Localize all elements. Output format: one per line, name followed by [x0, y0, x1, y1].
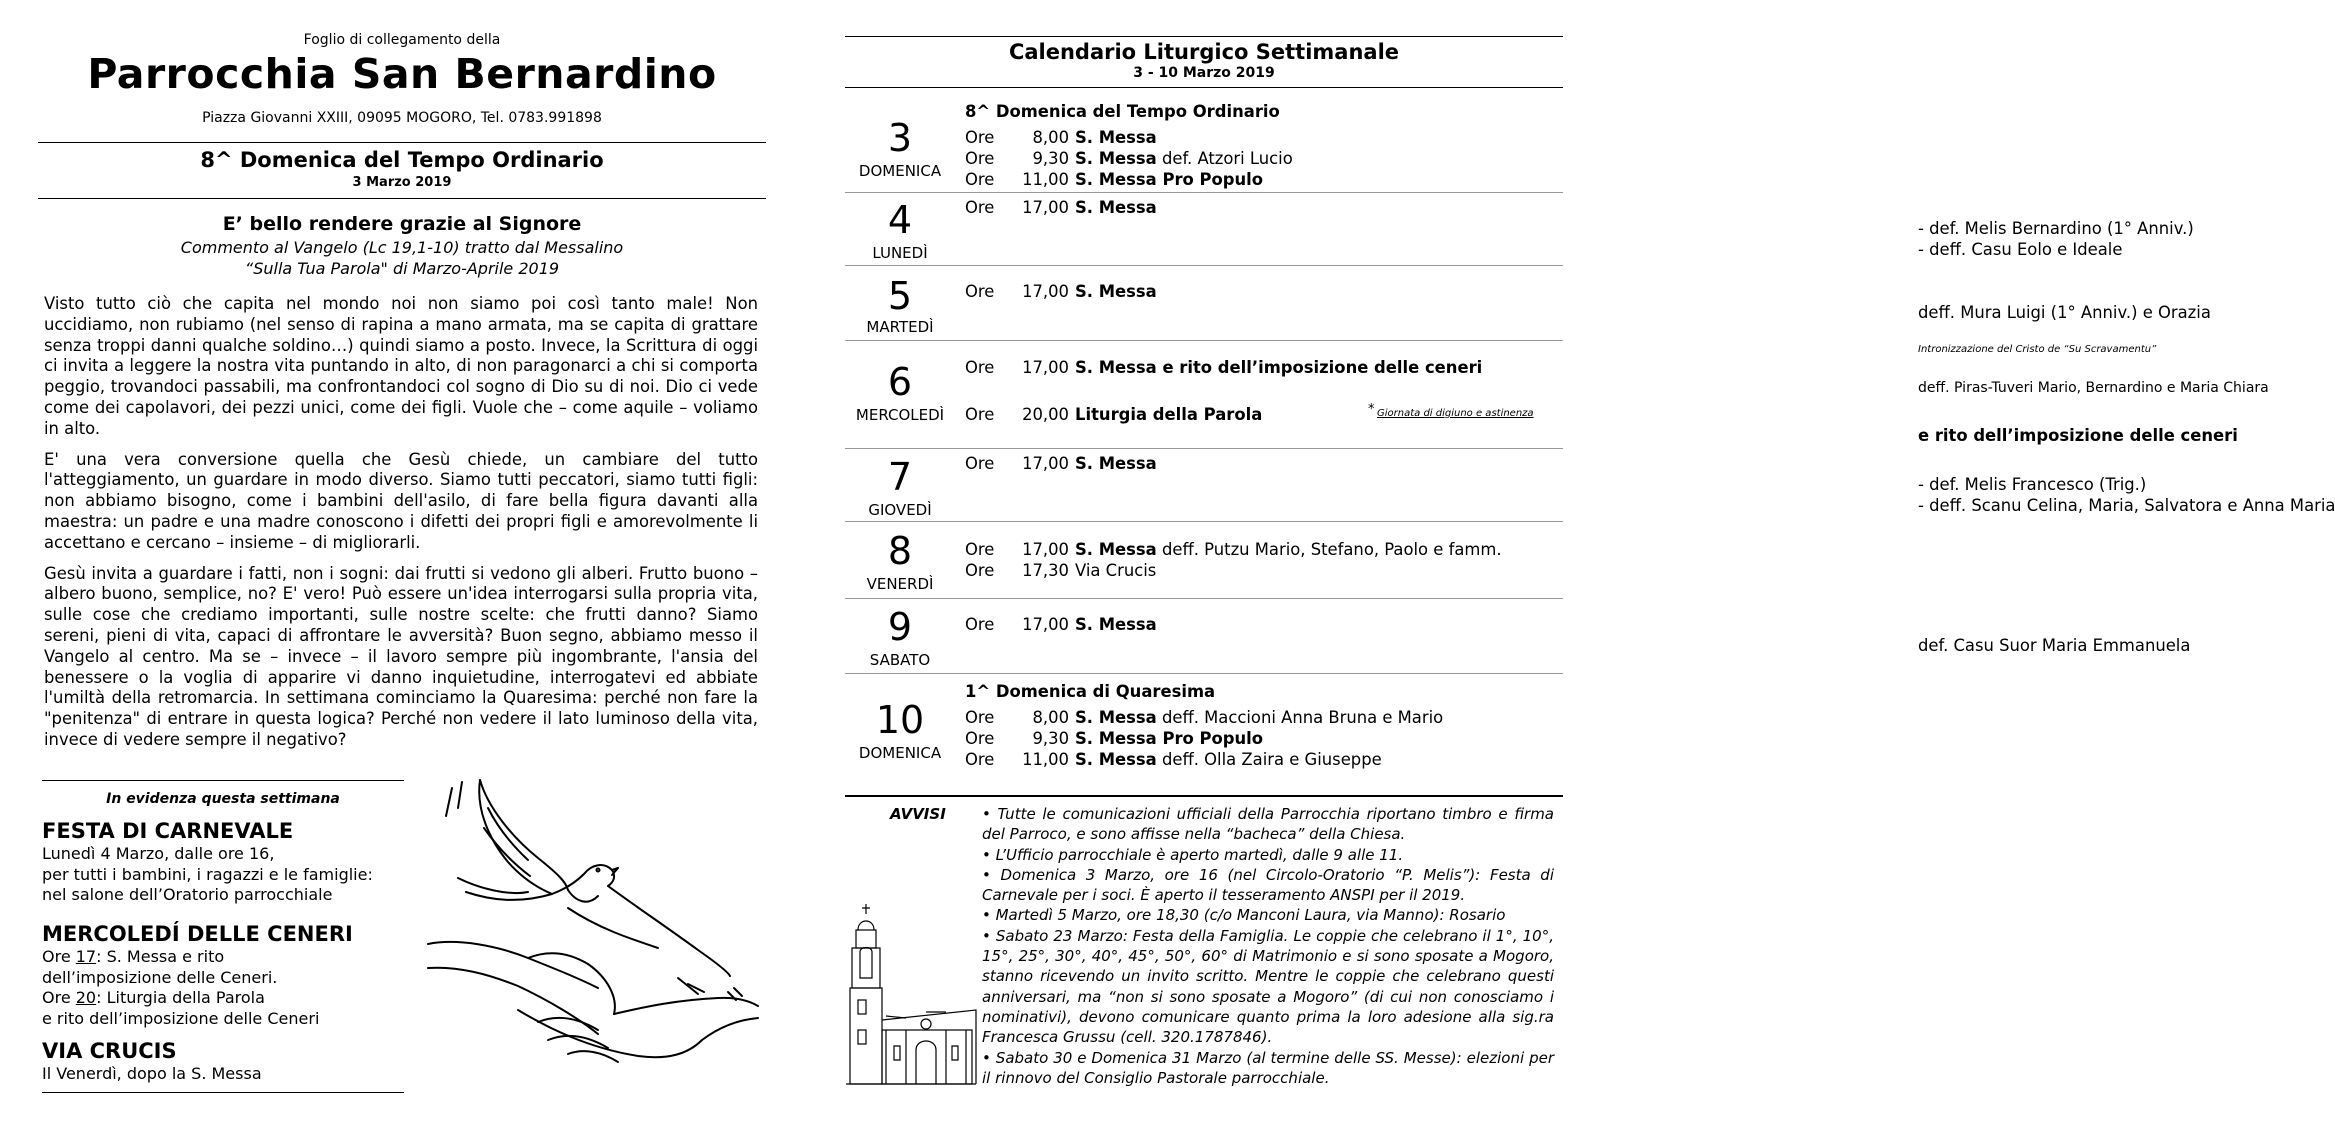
day-name: GIOVEDÌ: [868, 501, 932, 519]
rite-line: e rito dell’imposizione delle ceneri: [1918, 426, 2238, 445]
calendar-title: Calendario Liturgico Settimanale: [1008, 40, 1400, 64]
event-line: dell’imposizione delle Ceneri.: [42, 967, 278, 987]
notice-item: • Domenica 3 Marzo, ore 16 (nel Circolo-Oratorio “P. Melis”): Festa di Carnevale per i soci. È aperto il tesseramento ANSPI per il 2019.: [982, 865, 1554, 905]
event-line: Ore 20: Liturgia della Parola: [42, 988, 265, 1007]
parish-address: Piazza Giovanni XXIII, 09095 MOGORO, Tel. 0783.991898: [202, 110, 602, 126]
notices-list: [982, 804, 1554, 1088]
header-subtitle: Foglio di collegamento della: [303, 32, 501, 48]
mass-entry: Ore 11,00 S. Messa deff. Olla Zaira e Giuseppe: [965, 750, 1382, 769]
divider: [42, 780, 404, 781]
evidence-heading: In evidenza questa settimana: [106, 791, 340, 807]
parish-title: Parrocchia San Bernardino: [87, 50, 717, 98]
day-number: 7: [887, 455, 913, 499]
divider: [38, 198, 766, 199]
event-carnevale: [42, 818, 422, 906]
mass-entry: Ore 11,00 S. Messa Pro Populo: [965, 170, 1264, 189]
sunday-title: 1^ Domenica di Quaresima: [965, 682, 1216, 701]
day-number: 5: [887, 274, 913, 318]
divider: [845, 795, 1563, 797]
via-crucis-entry: Ore 17,30 Via Crucis: [965, 561, 1157, 580]
article-title: E’ bello rendere grazie al Signore: [222, 213, 582, 235]
article-body: [44, 294, 758, 761]
day-name: DOMENICA: [858, 162, 942, 180]
divider: [42, 1092, 404, 1093]
mass-intention: - deff. Casu Eolo e Ideale: [1918, 240, 2123, 259]
day-separator: [845, 265, 1563, 266]
day-number: 9: [887, 605, 913, 649]
event-line: Lunedì 4 Marzo, dalle ore 16,: [42, 844, 275, 863]
day-name: VENERDÌ: [866, 575, 934, 593]
event-title: VIA CRUCIS: [42, 1039, 177, 1063]
article-paragraph: Gesù invita a guardare i fatti, non i sogni: dai frutti si vedono gli alberi. Frutto buono – albero buono, semplice, no? E' vero! Può essere un'idea interrogarsi sulla propria vita, sulle cose che crediamo importanti, sulle nostre scelte: che frutti danno? Siamo sereni, pieni di vita, capaci di affrontare le avversità? Buon segno, abbiamo messo il Vangelo al centro. Ma se – invece – il lavoro sempre più ingombrante, l'ansia del benessere o la voglia di apparire vi danno inquietudine, interrogatevi ed abbiate l'umiltà della retromarcia. In settimana cominciamo la Quaresima: perché non fare la "penitenza" di entrare in questa logica? Perché non vedere il lato luminoso della vita, invece di vedere sempre il negativo?: [44, 563, 758, 749]
day-name: MERCOLEDÌ: [855, 406, 945, 424]
notices-heading: AVVISI: [890, 805, 946, 823]
mass-entry: Ore 8,00 S. Messa: [965, 128, 1157, 147]
divider: [845, 87, 1563, 88]
day-separator: [845, 192, 1563, 193]
day-number: 4: [887, 198, 913, 242]
day-separator: [845, 673, 1563, 674]
event-title: FESTA DI CARNEVALE: [42, 819, 294, 843]
enthronement-note: Intronizzazione del Cristo de “Su Scravamentu”: [1918, 344, 2157, 355]
mass-intention: - def. Melis Francesco (Trig.): [1918, 475, 2147, 494]
article-subtitle-2: “Sulla Tua Parola" di Marzo-Aprile 2019: [244, 259, 560, 278]
mass-entry: Ore 17,00 S. Messa: [965, 282, 1157, 301]
mass-entry: Ore 17,00 S. Messa: [965, 198, 1157, 217]
mass-entry: Ore 8,00 S. Messa deff. Maccioni Anna Bruna e Mario: [965, 708, 1444, 727]
notice-item: • Sabato 23 Marzo: Festa della Famiglia. Le coppie che celebrano il 1°, 10°, 15°, 25°, 30°, 40°, 45°, 50°, 60° di Matrimonio e si sono sposate a Mogoro, stanno ricevendo un invito scritto. Mentre le coppie che celebrano questi anniversari, ma “non si sono sposate a Mogoro” (di cui non conosciamo i nominativi), devono comunicare quanto prima la loro adesione alla sig.ra Francesca Grussu (cell. 320.1787846).: [982, 926, 1554, 1047]
event-ceneri: [42, 921, 422, 1029]
mass-entry: Ore 9,30 S. Messa def. Atzori Lucio: [965, 149, 1293, 168]
mass-intention: deff. Mura Luigi (1° Anniv.) e Orazia: [1918, 303, 2211, 322]
day-separator: [845, 521, 1563, 522]
mass-intention: deff. Piras-Tuveri Mario, Bernardino e Maria Chiara: [1918, 380, 2269, 396]
mass-intention: def. Casu Suor Maria Emmanuela: [1918, 636, 2191, 655]
divider: [38, 142, 766, 143]
day-name: SABATO: [869, 651, 931, 669]
mass-intention: - deff. Scanu Celina, Maria, Salvatora e Anna Maria: [1918, 496, 2335, 515]
fasting-star: *: [1368, 402, 1375, 417]
mass-entry: Ore 17,00 S. Messa: [965, 454, 1157, 473]
calendar-range: 3 - 10 Marzo 2019: [1133, 65, 1275, 81]
day-name: MARTEDÌ: [866, 318, 934, 336]
day-separator: [845, 340, 1563, 341]
mass-entry: Ore 17,00 S. Messa e rito dell’imposizione delle ceneri: [965, 358, 1483, 377]
day-separator: [845, 598, 1563, 599]
notice-item: • Tutte le comunicazioni ufficiali della Parrocchia riportano timbro e firma del Parroco, e sono affisse nella “bacheca” della Chiesa.: [982, 805, 1554, 844]
mass-entry: Ore 17,00 S. Messa: [965, 615, 1157, 634]
day-number: 6: [887, 360, 913, 404]
day-name: DOMENICA: [858, 744, 942, 762]
day-separator: [845, 448, 1563, 449]
article-subtitle-1: Commento al Vangelo (Lc 19,1-10) tratto dal Messalino: [180, 238, 624, 257]
mass-intention: - def. Melis Bernardino (1° Anniv.): [1918, 219, 2194, 238]
mass-entry: Ore 20,00 Liturgia della Parola: [965, 405, 1263, 424]
event-line: Ore 17: S. Messa e rito: [42, 947, 225, 966]
notice-item: • Sabato 30 e Domenica 31 Marzo (al termine delle SS. Messe): elezioni per il rinnovo del Consiglio Pastorale parrocchiale.: [982, 1048, 1554, 1087]
day-number: 8: [887, 529, 913, 573]
day-number: 3: [887, 116, 913, 160]
day-name: LUNEDÌ: [872, 244, 928, 262]
day-number: 10: [875, 698, 925, 742]
sunday-date: 3 Marzo 2019: [352, 175, 452, 190]
mass-entry: Ore 17,00 S. Messa deff. Putzu Mario, Stefano, Paolo e famm.: [965, 540, 1502, 559]
fasting-note: Giornata di digiuno e astinenza: [1377, 408, 1534, 419]
event-title: MERCOLEDÍ DELLE CENERI: [42, 922, 353, 946]
divider: [845, 36, 1563, 37]
church-illustration: [846, 900, 976, 1090]
mass-entry: Ore 9,30 S. Messa Pro Populo: [965, 729, 1264, 748]
notice-item: • L’Ufficio parrocchiale è aperto martedì, dalle 9 alle 11.: [982, 845, 1404, 864]
event-line: Il Venerdì, dopo la S. Messa: [42, 1064, 262, 1083]
sunday-title: 8^ Domenica del Tempo Ordinario: [200, 148, 604, 172]
event-line: per tutti i bambini, i ragazzi e le famiglie:: [42, 864, 373, 884]
event-line: nel salone dell’Oratorio parrocchiale: [42, 885, 333, 904]
notice-item: • Martedì 5 Marzo, ore 18,30 (c/o Manconi Laura, via Manno): Rosario: [982, 906, 1506, 925]
dove-handshake-illustration: [418, 778, 768, 1098]
event-via-crucis: [42, 1038, 422, 1085]
sunday-title: 8^ Domenica del Tempo Ordinario: [965, 102, 1280, 121]
article-paragraph: E' una vera conversione quella che Gesù chiede, un cambiare del tutto l'atteggiamento, un guardare in modo diverso. Siamo tutti peccatori, siamo tutti figli: non abbiamo bisogno, come i bambini dell'asilo, di fare bella figura davanti alla maestra: un padre e una madre conoscono i difetti dei propri figli e amorevolmente li accettano e cercano – insieme – di migliorarli.: [44, 449, 758, 552]
article-paragraph: Visto tutto ciò che capita nel mondo noi non siamo poi così tanto male! Non uccidiamo, non rubiamo (nel senso di rapina a mano armata, ma se capita di grattare senza troppi danni qualche soldino…) quindi siamo a posto. Invece, la Scrittura di oggi ci invita a leggere la nostra vita puntando in alto, di non paragonarci a chi si comporta peggio, trovandoci passabili, ma confrontandoci col sogno di Dio su di noi. Dio ci vede come dei capolavori, dei pezzi unici, come dei figli. Vuole che – come aquile – voliamo in alto.: [44, 294, 758, 438]
event-line: e rito dell’imposizione delle Ceneri: [42, 1008, 320, 1028]
